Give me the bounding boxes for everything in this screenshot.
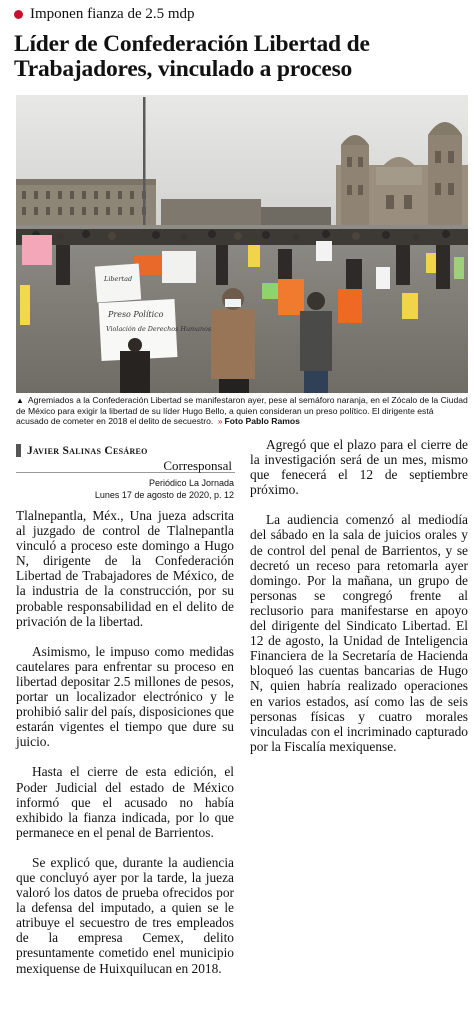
headline: Líder de Confederación Libertad de Trabajadores, vinculado a proceso: [14, 31, 370, 82]
article-column-2: [250, 437, 468, 754]
source-name: Periódico La Jornada: [148, 478, 234, 488]
source-date: Lunes 17 de agosto de 2020, p. 12: [94, 490, 234, 500]
sign-text-3: Libertad: [104, 275, 133, 283]
kicker-text: Imponen fianza de 2.5 mdp: [30, 6, 195, 22]
body-paragraph: Asimismo, le impuso como medidas cautelares para enfrentar su proceso en libertad depositar 2.5 millones de pesos, portar un localizador electrónico y le prohibió salir del país, disposiciones que estarán vigentes el tiempo que dure su juicio.: [16, 643, 234, 750]
byline-source: [16, 477, 234, 501]
body-paragraph: La audiencia comenzó al mediodía del sábado en la sala de juicios orales y de control del penal de Barrientos, y se decretó un receso para retomarla ayer domingo. Por la mañana, un grupo de personas se congregó frente al reclusorio para manifestarse en apoyo del dirigente del Sindicato Libertad. El 12 de agosto, la Unidad de Inteligencia Financiera de la Secretaría de Hacienda bloqueó las cuentas bancarias de Hugo N, quien habría realizado operaciones en varios estados, así como las de seis personas físicas y cuatro morales vinculadas con el incriminado capturado por la Fiscalía mexiquense.: [250, 512, 468, 754]
bullet-dot-icon: [14, 10, 23, 19]
sign-text-2: Violación de Derechos Humanos: [106, 325, 212, 333]
body-paragraph: Agregó que el plazo para el cierre de la investigación será de un mes, mismo que fenecerá el 12 de septiembre próximo.: [250, 437, 468, 498]
byline-role: Corresponsal: [163, 458, 232, 473]
body-paragraph: Tlalnepantla, Méx., Una jueza adscrita al juzgado de control de Tlalnepantla vinculó a proceso este domingo a Hugo N, dirigente de la Confederación Libertad de Trabajadores de México, de la industria de la construcción, por su probable responsabilidad en el delito de privación de la libertad.: [16, 508, 234, 629]
zocalo-protest-image: [16, 95, 468, 393]
caption-triangle-icon: ▲: [16, 396, 24, 405]
sign-text-1: Preso Político: [108, 310, 164, 319]
photo-caption: [16, 395, 468, 426]
body-paragraph: Se explicó que, durante la audiencia que concluyó ayer por la tarde, la jueza valoró los datos de prueba ofrecidos por la defensa del imputado, a quien se le atribuye el secuestro de tres empleados de la empresa Cemex, delito presuntamente cometido enel municipio mexiquense de Huixquilucan en 2018.: [16, 854, 234, 976]
article-column-1: [16, 508, 234, 976]
body-paragraph: Hasta el cierre de esta edición, el Poder Judicial del estado de México informó que el acusado no había exhibido la fianza indicada, por lo que permanece en el penal de Barrientos.: [16, 764, 234, 840]
byline-author: [16, 444, 235, 457]
author-name: Javier Salinas Cesáreo: [27, 444, 148, 457]
byline-bar-icon: [16, 444, 21, 457]
credit-arrow-icon: »: [217, 416, 223, 426]
news-photo: [16, 95, 468, 393]
kicker: [14, 6, 195, 23]
photo-credit: Foto Pablo Ramos: [224, 416, 300, 426]
caption-text: Agremiados a la Confederación Libertad se manifestaron ayer, pese al semáforo naranja, en el Zócalo de la Ciudad de México para exigir la libertad de su líder Hugo Bello, a quien consideran un preso político. El dirigente está acusado de cometer en 2018 el delito de secuestro.: [16, 395, 468, 426]
